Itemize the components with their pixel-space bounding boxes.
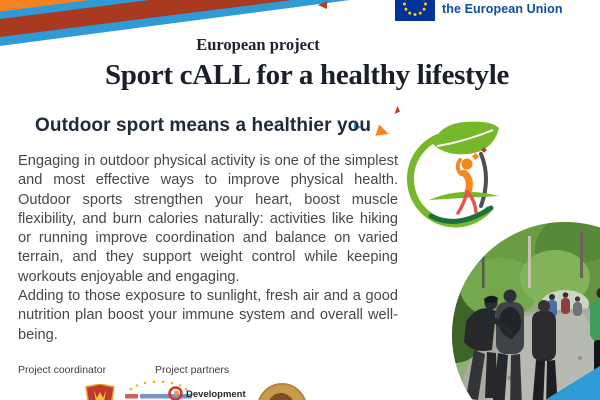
development-logo-label: Development (186, 389, 246, 400)
coordinator-label: Project coordinator (18, 364, 107, 376)
page-title: Sport cALL for a healthy lifestyle (104, 59, 510, 91)
partners-label: Project partners (155, 364, 230, 376)
development-swirl-icon (168, 386, 183, 400)
article-paragraph: Engaging in outdoor physical activity is one of the simplest and most effective ways to improve physical health. Outdoor sports strengthen your heart, boost muscle flexibility, and burn calories naturally: activities like hiking or running improve coordination and balance on varied terrain, and they support weight control while keeping workouts enjoyable and engaging. (18, 153, 398, 285)
eu-flag-icon (395, 0, 435, 21)
corner-accent-icon (540, 360, 600, 400)
article-paragraph: Adding to those exposure to sunlight, fresh air and a good nutrition plan boost your immune system and overall well-being. (18, 288, 398, 343)
kicker-label: European project (196, 35, 320, 54)
partner-development-logo (168, 386, 268, 400)
sparkle-orange-triangle-icon (375, 124, 390, 139)
section-heading: Outdoor sport means a healthier you (35, 115, 372, 136)
eu-attribution-label: the European Union (442, 2, 563, 16)
article-body (18, 152, 398, 345)
coordinator-shield-logo-icon (84, 384, 116, 400)
sparkle-red-triangle-icon (318, 1, 327, 9)
sparkle-red-small-icon (392, 106, 400, 114)
